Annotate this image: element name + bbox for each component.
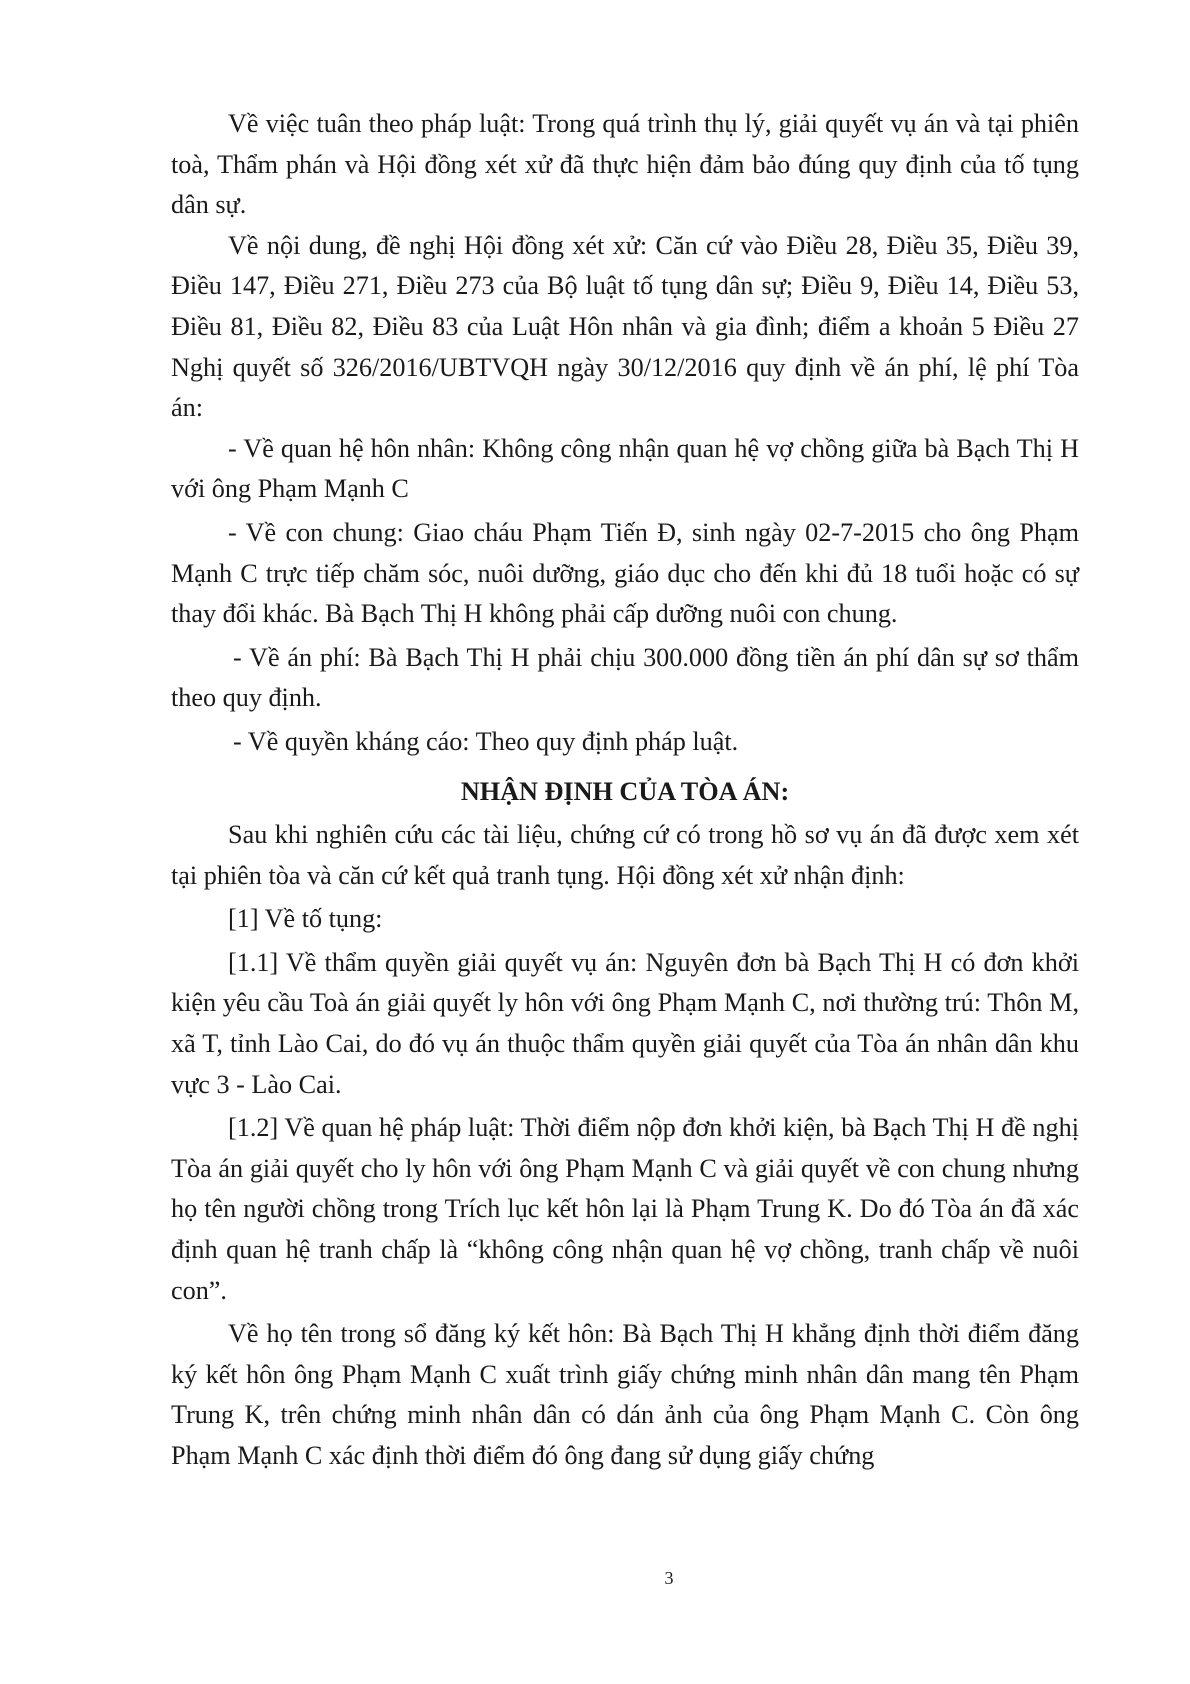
paragraph-jurisdiction: [1.1] Về thẩm quyền giải quyết vụ án: Nguyên đơn bà Bạch Thị H có đơn khởi kiện yêu cầu Toà án giải quyết ly hôn với ông Phạm Mạnh C, nơi thường trú: Thôn M, xã T, tỉnh Lào Cai, do đó vụ án thuộc thẩm quyền giải quyết của Tòa án nhân dân khu vực 3 - Lào Cai.: [171, 947, 1079, 1099]
section-heading: NHẬN ĐỊNH CỦA TÒA ÁN:: [460, 776, 790, 806]
paragraph-marriage-registration-name: Về họ tên trong sổ đăng ký kết hôn: Bà Bạch Thị H khẳng định thời điểm đăng ký kết hôn ông Phạm Mạnh C xuất trình giấy chứng minh nhân dân mang tên Phạm Trung K, trên chứng minh nhân dân có dán ảnh của ông Phạm Mạnh C. Còn ông Phạm Mạnh C xác định thời điểm đó ông đang sử dụng giấy chứng: [171, 1319, 1079, 1470]
paragraph-court-fee: - Về án phí: Bà Bạch Thị H phải chịu 300.000 đồng tiền án phí dân sự sơ thẩm theo quy định.: [171, 642, 1079, 713]
paragraph-legal-relation: [1.2] Về quan hệ pháp luật: Thời điểm nộp đơn khởi kiện, bà Bạch Thị H đề nghị Tòa án giải quyết cho ly hôn với ông Phạm Mạnh C và giải quyết về con chung nhưng họ tên người chồng trong Trích lục kết hôn lại là Phạm Trung K. Do đó Tòa án đã xác định quan hệ tranh chấp là “không công nhận quan hệ vợ chồng, tranh chấp về nuôi con”.: [171, 1113, 1079, 1305]
paragraph-intro-findings: Sau khi nghiên cứu các tài liệu, chứng cứ có trong hồ sơ vụ án đã được xem xét tại phiên tòa và căn cứ kết quả tranh tụng. Hội đồng xét xử nhận định:: [171, 820, 1079, 890]
paragraph-compliance: Về việc tuân theo pháp luật: Trong quá trình thụ lý, giải quyết vụ án và tại phiên toà, Thẩm phán và Hội đồng xét xử đã thực hiện đảm bảo đúng quy định của tố tụng dân sự.: [171, 109, 1079, 220]
document-page: [171, 104, 1079, 1477]
paragraph-proposal: Về nội dung, đề nghị Hội đồng xét xử: Căn cứ vào Điều 28, Điều 35, Điều 39, Điều 147, Điều 271, Điều 273 của Bộ luật tố tụng dân sự; Điều 9, Điều 14, Điều 53, Điều 81, Điều 82, Điều 83 của Luật Hôn nhân và gia đình; điểm a khoản 5 Điều 27 Nghị quyết số 326/2016/UBTVQH ngày 30/12/2016 quy định về án phí, lệ phí Tòa án:: [171, 230, 1079, 423]
page-number: 3: [664, 1568, 674, 1588]
paragraph-common-child: - Về con chung: Giao cháu Phạm Tiến Đ, sinh ngày 02-7-2015 cho ông Phạm Mạnh C trực tiếp chăm sóc, nuôi dưỡng, giáo dục cho đến khi đủ 18 tuổi hoặc có sự thay đổi khác. Bà Bạch Thị H không phải cấp dưỡng nuôi con chung.: [171, 517, 1079, 629]
paragraph-appeal-right: - Về quyền kháng cáo: Theo quy định pháp luật.: [233, 726, 739, 756]
paragraph-procedure: [1] Về tố tụng:: [228, 904, 383, 934]
paragraph-marriage-relation: - Về quan hệ hôn nhân: Không công nhận quan hệ vợ chồng giữa bà Bạch Thị H với ông Phạm Mạnh C: [171, 433, 1079, 504]
